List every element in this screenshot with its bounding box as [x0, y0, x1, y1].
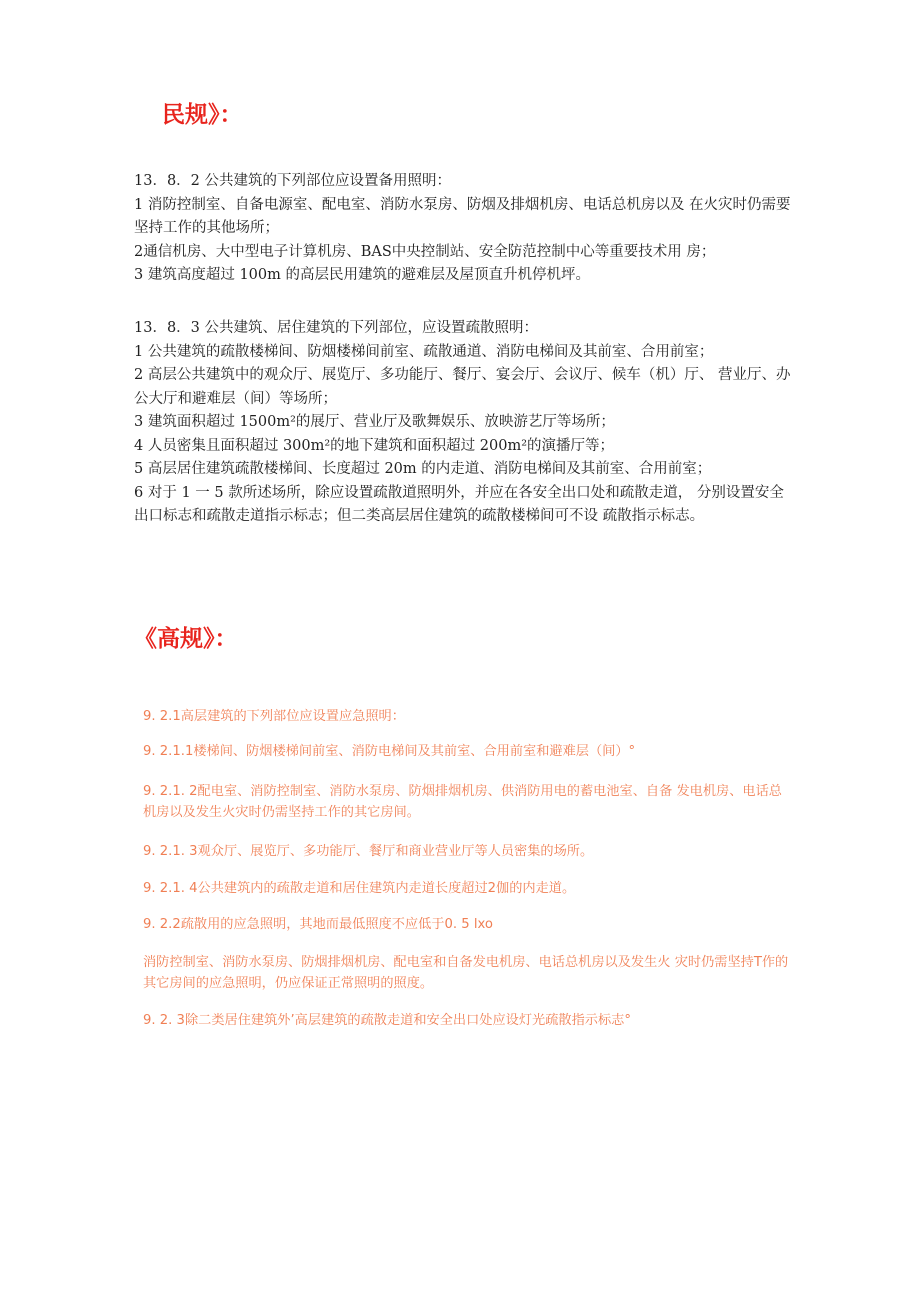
gaogui-item-text: 9. 2.1. 4公共建筑内的疏散走道和居住建筑内走道长度超过2伽的内走道。 [143, 881, 576, 896]
gaogui-item-text: 消防控制室、消防水泵房、防烟排烟机房、配电室和自备发电机房、电话总机房以及发生火 灾时仍需坚持T作的其它房间的应急照明，仍应保证正常照明的照度。 [143, 955, 789, 991]
gaogui-item-text: 9. 2.1. 2配电室、消防控制室、消防水泵房、防烟排烟机房、供消防用电的蓄电池室、自备 发电机房、电话总机房以及发生火灾时仍需坚持工作的其它房间。 [143, 784, 782, 820]
section-13-8-2-item-1: 1 消防控制室、自备电源室、配电室、消防水泵房、防烟及排烟机房、电话总机房以及 在火灾时仍需要坚持工作的其他场所； [134, 196, 791, 236]
gaogui-item [143, 741, 793, 762]
section-13-8-2-item-2: 2通信机房、大中型电子计算机房、BAS中央控制站、安全防范控制中心等重要技术用 房； [134, 243, 716, 260]
section-13-8-3 [134, 317, 794, 529]
gaogui-item [143, 706, 793, 727]
gaogui-item-text: 9. 2.1高层建筑的下列部位应设置应急照明： [143, 709, 405, 724]
gaogui-item [143, 878, 793, 899]
section-13-8-3-item-5: 5 高层居住建筑疏散楼梯间、长度超过 20m 的内走道、消防电梯间及其前室、合用前室； [134, 461, 712, 477]
gaogui-item-text: 9. 2.2疏散用的应急照明，其地而最低照度不应低于0. 5 lxo [143, 917, 493, 932]
gaogui-item [143, 914, 793, 935]
gaogui-item-text: 9. 2.1.1楼梯间、防烟楼梯间前室、消防电梯间及其前室、合用前室和避难层（间）° [143, 744, 636, 759]
section-13-8-3-item-3: 3 建筑面积超过 1500m²的展厅、营业厅及歌舞娱乐、放映游艺厅等场所； [134, 414, 615, 430]
gaogui-item-text: 9. 2.1. 3观众厅、展览厅、多功能厅、餐厅和商业营业厅等人员密集的场所。 [143, 844, 594, 859]
gaogui-item [143, 841, 793, 862]
heading-minggui: 民规》： [162, 102, 243, 128]
gaogui-item [143, 1010, 793, 1031]
section-13-8-2-item-3: 3 建筑高度超过 100m 的高层民用建筑的避难层及屋顶直升机停机坪。 [134, 267, 590, 283]
gaogui-item [143, 952, 793, 994]
section-13-8-3-item-2: 2 高层公共建筑中的观众厅、展览厅、多功能厅、餐厅、宴会厅、会议厅、候车（机）厅、 营业厅、办公大厅和避难层（间）等场所； [134, 367, 791, 407]
gaogui-item [143, 781, 793, 823]
section-13-8-3-title: 13．8．3 公共建筑、居住建筑的下列部位，应设置疏散照明： [134, 320, 539, 336]
section-13-8-3-item-4: 4 人员密集且面积超过 300m²的地下建筑和面积超过 200m²的演播厅等； [134, 437, 615, 454]
section-13-8-3-item-6: 6 对于 1 一 5 款所述场所，除应设置疏散道照明外，并应在各安全出口处和疏散走道， 分别设置安全出口标志和疏散走道指示标志；但二类高层居住建筑的疏散楼梯间可不设 疏散指示标志。 [134, 484, 784, 524]
section-13-8-2-title: 13．8．2 公共建筑的下列部位应设置备用照明： [134, 173, 452, 189]
section-13-8-3-item-1: 1 公共建筑的疏散楼梯间、防烟楼梯间前室、疏散通道、消防电梯间及其前室、合用前室； [134, 343, 714, 360]
heading-gaogui: 《高规》： [134, 626, 238, 652]
section-13-8-2 [134, 170, 794, 288]
gaogui-item-text: 9. 2. 3除二类居住建筑外’高层建筑的疏散走道和安全出口处应设灯光疏散指示标志° [143, 1013, 631, 1028]
